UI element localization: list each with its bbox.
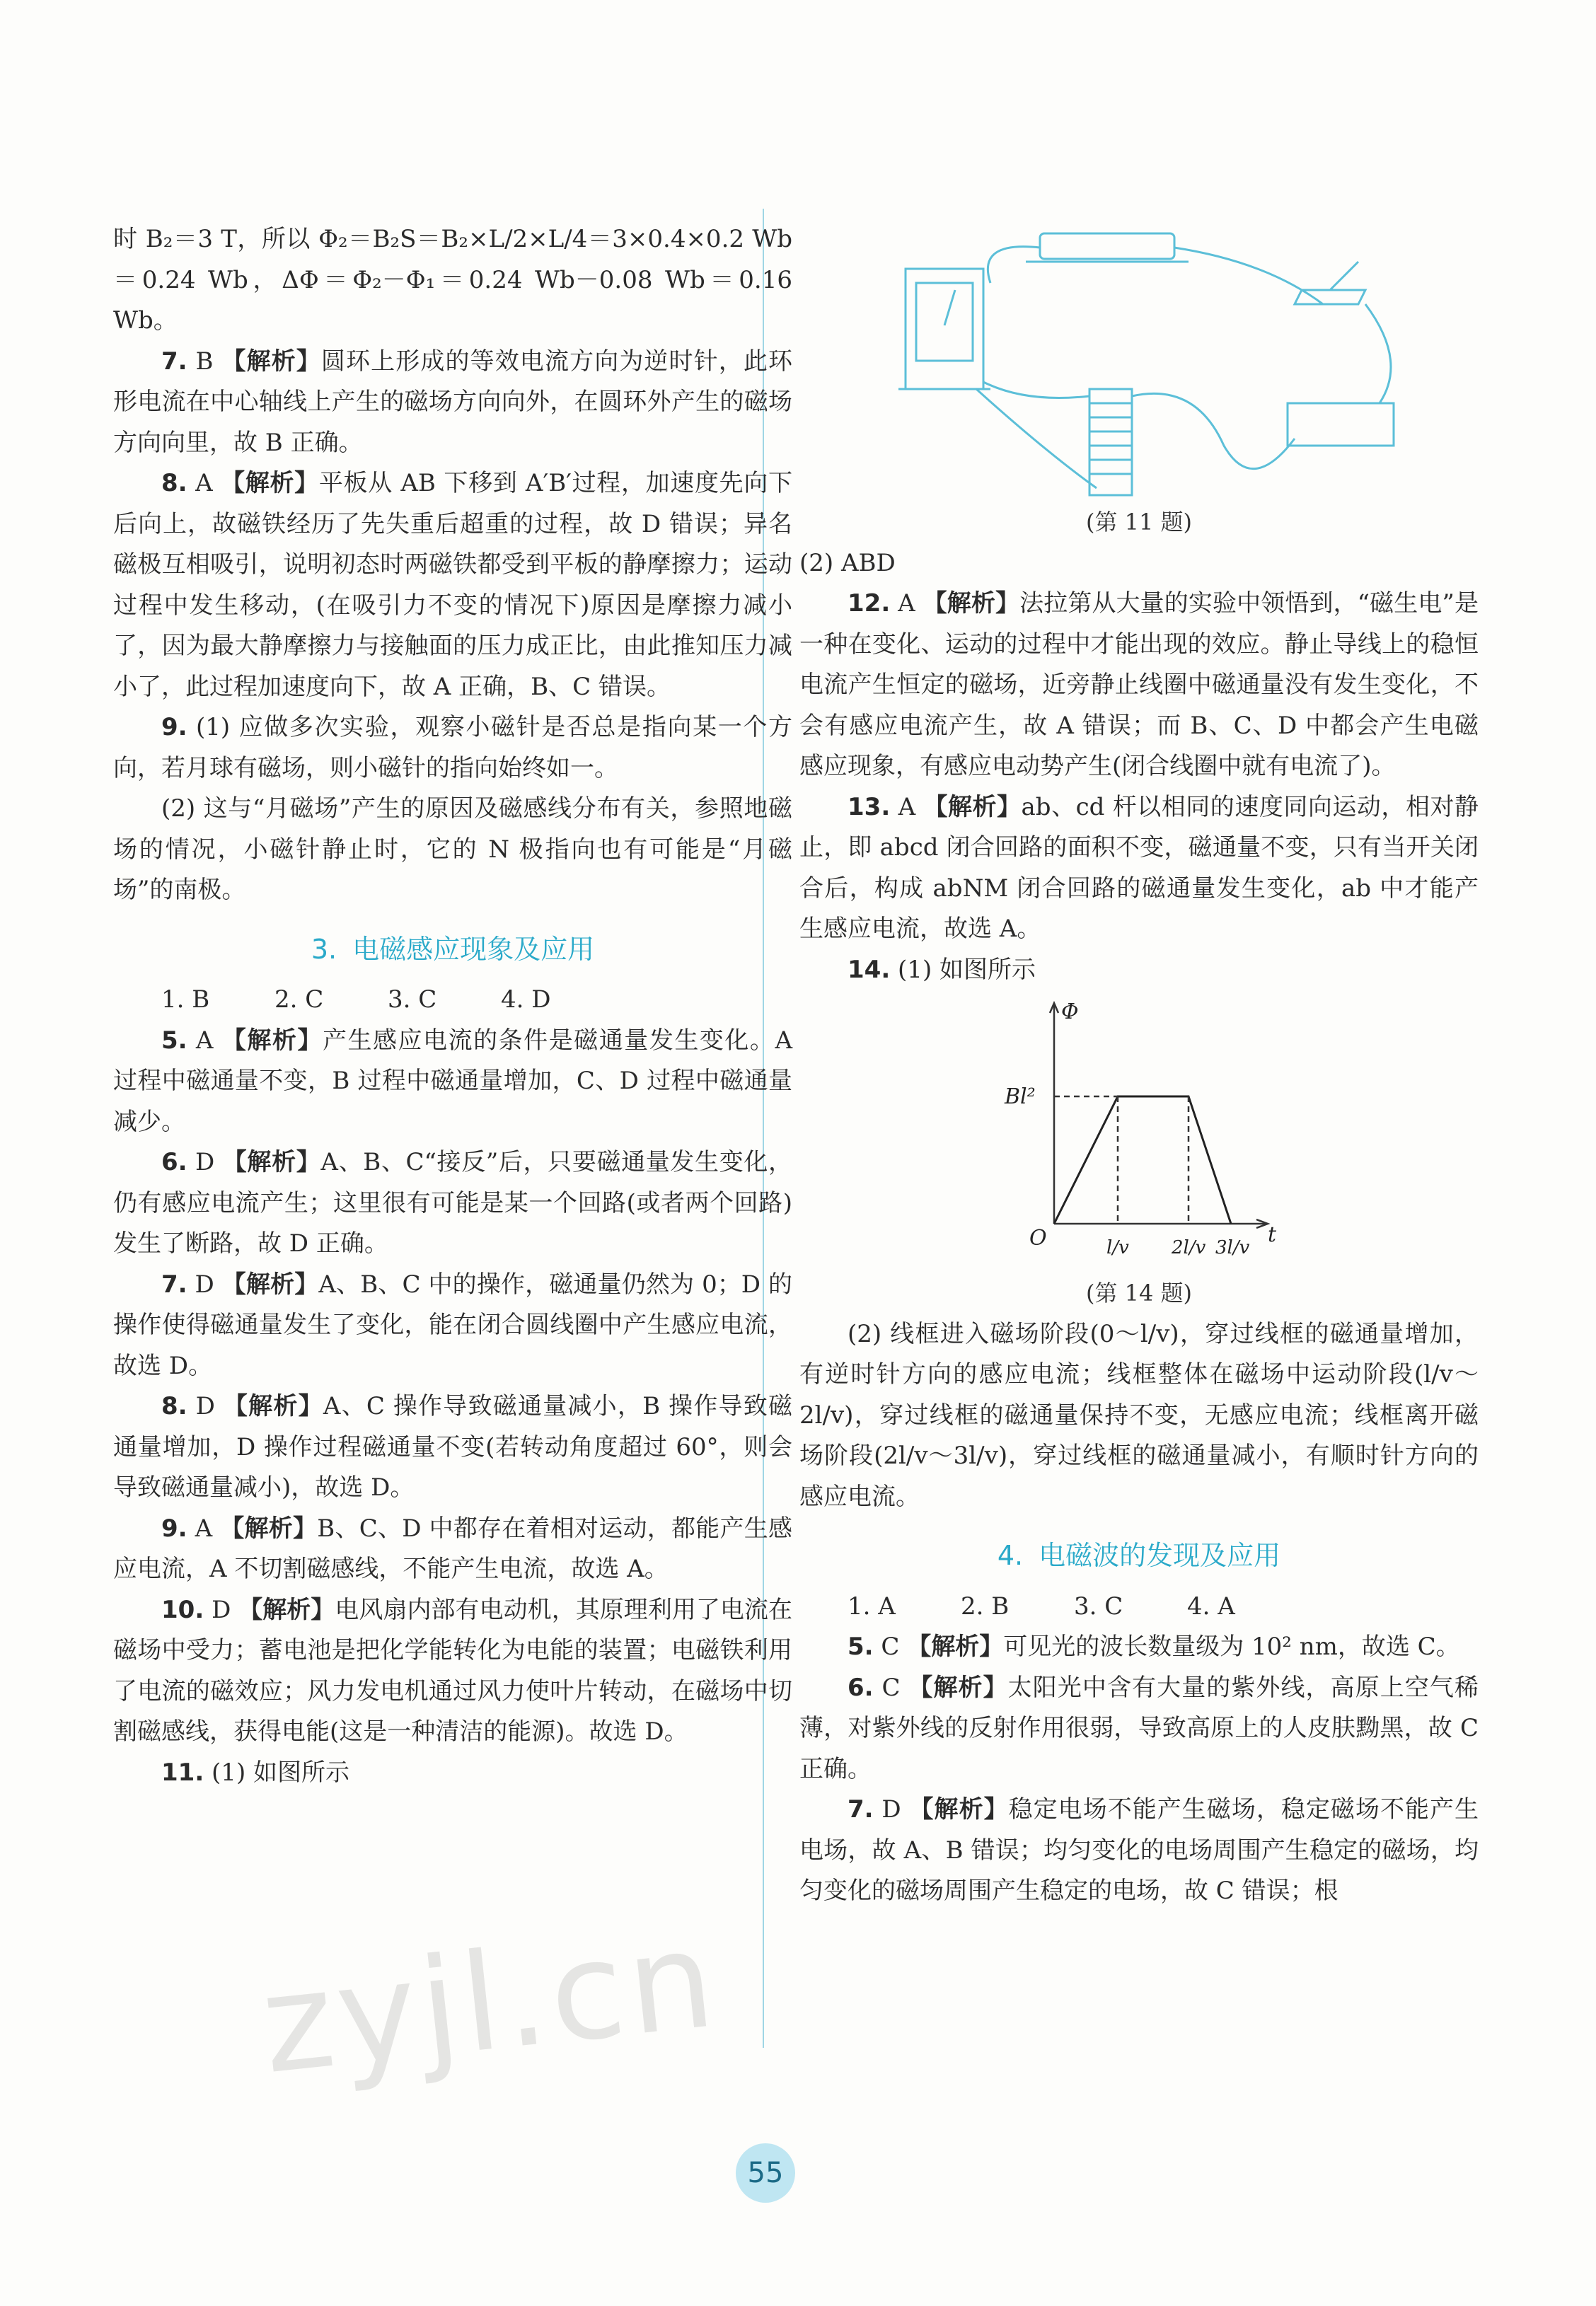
s4-answer-5 (799, 1627, 1479, 1668)
question-number: 8. (161, 469, 187, 497)
answer-9-part2: (2) 这与“月磁场”产生的原因及磁感线分布有关，参照地磁场的情况，小磁针静止时，它的 N 极指向也有可能是“月磁场”的南极。 (113, 794, 792, 904)
question-number: 5. (161, 1026, 187, 1055)
answer-choice: D (881, 1795, 901, 1824)
question-number: 8. (161, 1392, 187, 1420)
x-tick-1: l/v (1106, 1237, 1129, 1258)
figure-caption-14: (第 14 题) (1085, 1280, 1193, 1306)
analysis-text: (1) 如图所示 (212, 1758, 350, 1787)
question-number: 9. (161, 1514, 187, 1543)
answer-choice: A (195, 469, 213, 497)
section-heading-4 (799, 1536, 1479, 1577)
answer-item: 3. C (1074, 1592, 1123, 1621)
s3-answer-11 (113, 1753, 792, 1794)
battery (1288, 403, 1394, 446)
section-title: 电磁感应现象及应用 (352, 933, 595, 965)
analysis-tag: 【解析】 (221, 1026, 323, 1055)
answers-row-1-4 (799, 1587, 1479, 1628)
question-number: 7. (848, 1795, 874, 1824)
answer-choice: D (195, 1148, 215, 1176)
y-tick-label: Bl² (1005, 1084, 1036, 1109)
analysis-text: 电风扇内部有电动机，其原理利用了电流在磁场中受力；蓄电池是把化学能转化为电能的装置；电磁铁利用了电流的磁效应；风力发电机通过风力使叶片转动，在磁场中切割磁感线，获得电能(这是一种清洁的能源)。故选 D。 (113, 1595, 793, 1746)
answer-choice: A (898, 792, 916, 821)
question-number: 9. (161, 713, 187, 741)
s4-answer-7 (799, 1790, 1479, 1912)
x-tick-2: 2l/v (1172, 1237, 1206, 1258)
answer-choice: B (195, 347, 214, 376)
answer-choice: A (195, 1514, 213, 1543)
analysis-tag: 【解析】 (923, 589, 1020, 618)
circuit-diagram-q11 (870, 219, 1408, 502)
section-heading-3 (113, 929, 792, 971)
page-number: 55 (736, 2143, 795, 2203)
question-number: 12. (848, 589, 891, 618)
answer-item: 1. A (848, 1592, 896, 1621)
question-number: 6. (161, 1148, 187, 1176)
figure-caption-11: (第 11 题) (1085, 509, 1193, 535)
s3-answer-8 (113, 1386, 792, 1509)
analysis-text: 产生感应电流的条件是磁通量发生变化。A 过程中磁通量不变，B 过程中磁通量增加，C、D 过程中磁通量减少。 (113, 1026, 793, 1136)
question-number: 13. (848, 792, 891, 821)
question-number: 7. (161, 347, 187, 376)
right-column (799, 219, 1479, 1912)
x-tick-3: 3l/v (1215, 1237, 1250, 1258)
analysis-tag: 【解析】 (909, 1795, 1009, 1824)
s3-answer-7 (113, 1265, 792, 1387)
question-number: 14. (848, 955, 891, 984)
answer-8 (113, 463, 792, 707)
analysis-text: A、C 操作导致磁通量减小，B 操作导致磁通量增加，D 操作过程磁通量不变(若转动角度超过 60°，则会导致磁通量减小)，故选 D。 (113, 1392, 792, 1502)
s3-answer-10 (113, 1590, 792, 1753)
analysis-tag: 【解析】 (222, 1148, 321, 1176)
analysis-tag: 【解析】 (908, 1673, 1008, 1702)
analysis-tag: 【解析】 (223, 1392, 323, 1420)
answers-row-1-4 (113, 980, 792, 1021)
answer-choice: A (195, 1026, 214, 1055)
answer-item: 2. B (961, 1592, 1010, 1621)
coil (1089, 389, 1132, 495)
analysis-text: (1) 应做多次实验，观察小磁针是否总是指向某一个方向，若月球有磁场，则小磁针的指向始终如一。 (113, 713, 793, 782)
question-number: 6. (848, 1673, 874, 1702)
s4-answer-6 (799, 1668, 1479, 1790)
answer-item: 2. C (274, 985, 324, 1014)
analysis-tag: 【解析】 (907, 1633, 1004, 1661)
watermark: zyjl.cn (255, 1900, 725, 2104)
question-number: 11. (161, 1758, 204, 1787)
answer-14-part1 (799, 950, 1479, 991)
answer-14-part2: (2) 线框进入磁场阶段(0～l/v)，穿过线框的磁通量增加，有逆时针方向的感应电流；线框整体在磁场中运动阶段(l/v～2l/v)，穿过线框的磁通量保持不变，无感应电流；线框离开磁场阶段(2l/v～3l/v)，穿过线框的磁通量减小，有顺时针方向的感应电流。 (799, 1319, 1479, 1511)
answer-choice: C (881, 1633, 900, 1661)
flux-graph-q14 (990, 990, 1288, 1273)
section-number: 3. (311, 933, 337, 965)
answer-item: 1. B (161, 985, 210, 1014)
analysis-text: B、C、D 中都存在着相对运动，都能产生感应电流，A 不切割磁感线，不能产生电流，故选 A。 (113, 1514, 793, 1583)
analysis-text: (1) 如图所示 (898, 955, 1036, 984)
rheostat (1040, 233, 1174, 259)
origin-label: O (1029, 1226, 1047, 1251)
analysis-text: 稳定电场不能产生磁场，稳定磁场不能产生电场，故 A、B 错误；均匀变化的电场周围产生稳定的磁场，均匀变化的磁场周围产生稳定的电场，故 C 错误；根 (799, 1795, 1479, 1905)
analysis-text: A、B、C“接反”后，只要磁通量发生变化，仍有感应电流产生；这里很有可能是某一个回路(或者两个回路)发生了断路，故 D 正确。 (113, 1148, 793, 1258)
analysis-text: 太阳光中含有大量的紫外线，高原上空气稀薄，对紫外线的反射作用很弱，导致高原上的人皮肤黝黑，故 C 正确。 (799, 1673, 1479, 1783)
analysis-tag: 【解析】 (238, 1595, 335, 1624)
answer-choice: D (212, 1595, 231, 1624)
section-number: 4. (997, 1540, 1024, 1571)
answer-choice: D (195, 1270, 214, 1299)
analysis-text: 圆环上形成的等效电流方向为逆时针，此环形电流在中心轴线上产生的磁场方向向外，在圆环外产生的磁场方向向里，故 B 正确。 (113, 347, 793, 457)
answer-9-part1 (113, 707, 792, 789)
answer-choice: A (898, 589, 915, 618)
answer-choice: D (195, 1392, 215, 1420)
analysis-text: 平板从 AB 下移到 A′B′过程，加速度先向下后向上，故磁铁经历了先失重后超重的过程，故 D 错误；异名磁极互相吸引，说明初态时两磁铁都受到平板的静摩擦力；运动过程中发生移动，(在吸引力不变的情况下)原因是摩擦力减小了，因为最大静摩擦力与接触面的压力成正比，由此推知压力减小了，此过程加速度向下，故 A 正确，B、C 错误。 (113, 469, 793, 701)
analysis-text: ab、cd 杆以相同的速度同向运动，相对静止，即 abcd 闭合回路的面积不变，磁通量不变，只有当开关闭合后，构成 abNM 闭合回路的磁通量发生变化，ab 中才能产生感应电流，故选 A。 (799, 792, 1479, 943)
answer-13 (799, 787, 1479, 950)
analysis-tag: 【解析】 (220, 1514, 318, 1543)
answer-11-part2: (2) ABD (799, 548, 896, 577)
analysis-tag: 【解析】 (221, 347, 321, 376)
answer-12 (799, 584, 1479, 787)
left-column (113, 219, 792, 1793)
analysis-tag: 【解析】 (221, 469, 319, 497)
analysis-text: A、B、C 中的操作，磁通量仍然为 0；D 的操作使得磁通量发生了变化，能在闭合圆线圈中产生感应电流，故选 D。 (113, 1270, 792, 1380)
y-axis-label: Φ (1061, 1000, 1079, 1024)
answer-item: 4. A (1187, 1592, 1235, 1621)
analysis-tag: 【解析】 (221, 1270, 319, 1299)
paragraph-continuation: 时 B₂＝3 T，所以 Φ₂＝B₂S＝B₂×L/2×L/4＝3×0.4×0.2 Wb＝0.24 Wb，ΔΦ＝Φ₂－Φ₁＝0.24 Wb－0.08 Wb＝0.16 Wb。 (113, 225, 792, 335)
answer-item: 4. D (501, 985, 551, 1014)
answer-7 (113, 342, 792, 464)
s3-answer-9 (113, 1509, 792, 1590)
analysis-tag: 【解析】 (923, 792, 1022, 821)
question-number: 5. (848, 1633, 874, 1661)
analysis-text: 法拉第从大量的实验中领悟到，“磁生电”是一种在变化、运动的过程中才能出现的效应。静止导线上的稳恒电流产生恒定的磁场，近旁静止线圈中磁通量没有发生变化，不会有感应电流产生，故 A 错误；而 B、C、D 中都会产生电磁感应现象，有感应电动势产生(闭合线圈中就有电流了)。 (799, 589, 1479, 780)
section-title: 电磁波的发现及应用 (1039, 1540, 1281, 1571)
question-number: 7. (161, 1270, 187, 1299)
s3-answer-5 (113, 1021, 792, 1143)
flux-curve (1054, 1096, 1231, 1224)
analysis-text: 可见光的波长数量级为 10² nm，故选 C。 (1003, 1633, 1460, 1661)
x-axis-label: t (1268, 1222, 1277, 1247)
answer-item: 3. C (388, 985, 437, 1014)
s3-answer-6 (113, 1142, 792, 1265)
question-number: 10. (161, 1595, 204, 1624)
answer-choice: C (881, 1673, 901, 1702)
